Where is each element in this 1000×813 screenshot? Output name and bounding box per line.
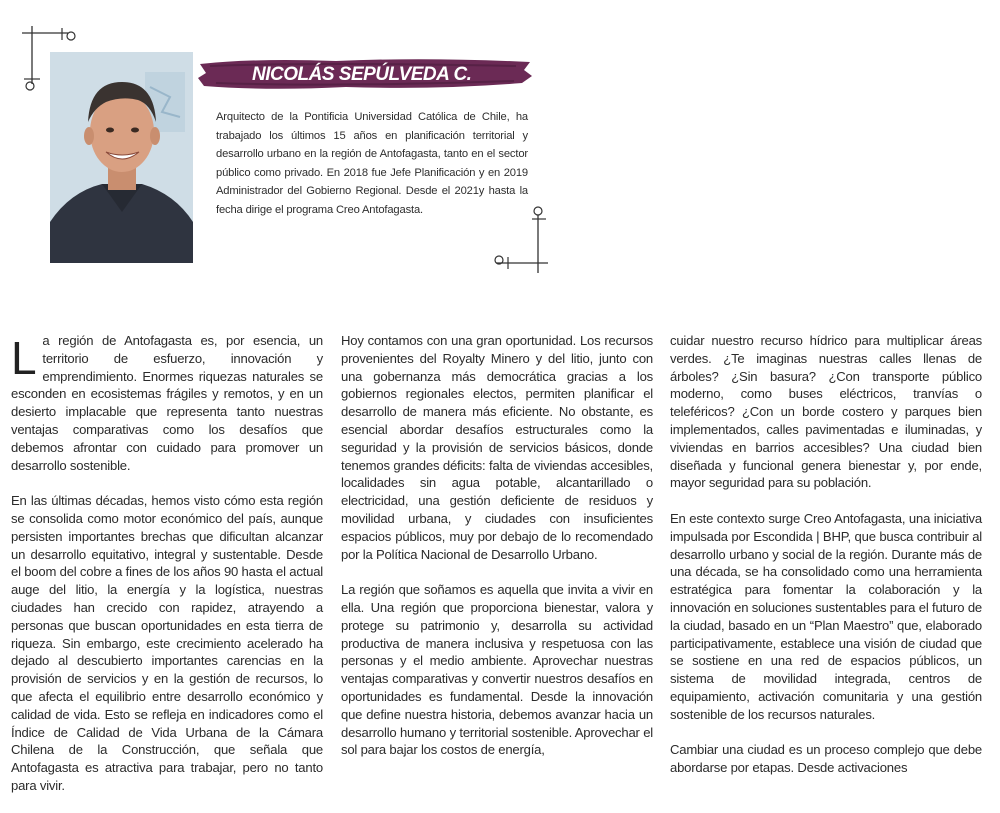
article-column-2 (341, 332, 653, 777)
paragraph: Hoy contamos con una gran oportunidad. Los recursos provenientes del Royalty Minero y del litio, junto con una gobernanza más democrática gracias a los gobiernos regionales electos, permiten planificar el desarrollo de manera más eficiente. No obstante, es esencial abordar desafíos estructurales como la seguridad y la provisión de servicios básicos, donde tenemos grandes déficits: falta de viviendas accesibles, localidades sin agua potable, alcantarillado o electricidad, una gestión deficiente de residuos y movilidad urbana, y ciudades con insuficientes espacios públicos, muy por debajo de lo recomendado por la Política Nacional de Desarrollo Urbano. (341, 333, 653, 562)
author-name: NICOLÁS SEPÚLVEDA C. (252, 64, 472, 85)
paragraph: En las últimas décadas, hemos visto cómo esta región se consolida como motor económico del país, aunque persisten importantes brechas que dificultan alcanzar un desarrollo equitativo, integral y sustentable. Desde el boom del cobre a fines de los años 90 hasta el actual auge del litio, la energía y la logística, nuestras ciudades han crecido con rapidez, atrayendo a personas que buscan oportunidades en esta tierra de riqueza. Sin embargo, este crecimiento acelerado ha dejado al descubierto importantes carencias en la provisión de servicios y en la gestión de recursos, lo que afecta el equilibrio entre desarrollo económico y calidad de vida. Esto se refleja en indicadores como el Índice de Calidad de Vida Urbana de la Cámara Chilena de la Construcción, que señala que Antofagasta es atractiva para trabajar, pero no tanto para vivir. (11, 493, 323, 793)
paragraph (11, 332, 323, 474)
paragraph: Cambiar una ciudad es un proceso complejo que debe abordarse por etapas. Desde activaciones (670, 742, 982, 776)
author-photo (50, 52, 193, 263)
paragraph: En este contexto surge Creo Antofagasta, una iniciativa impulsada por Escondida | BHP, que busca contribuir al desarrollo urbano y social de la región. Durante más de una década, se ha consolidado como una herramienta estratégica para fomentar la colaboración y la innovación en soluciones sustentables para el futuro de la ciudad, basado en un “Plan Maestro” que, elaborado participativamente, establece una visión de ciudad que se sostiene en una red de espacios públicos, un sistema de movilidad integrada, centros de equipamiento, activación comunitaria y una gestión sostenible de los recursos naturales. (670, 510, 982, 722)
article-column-3 (670, 332, 982, 795)
author-bio: Arquitecto de la Pontificia Universidad Católica de Chile, ha trabajado los últimos 15 años en planificación territorial y desarrollo urbano en la región de Antofagasta, tanto en el sector público como privado. En 2018 fue Jefe Planificación y en 2019 Administrador del Gobierno Regional. Desde el 2021y hasta la fecha dirige el programa Creo Antofagasta. (216, 111, 528, 216)
article-column-1 (11, 332, 323, 813)
paragraph-text: a región de Antofagasta es, por esencia, un territorio de esfuerzo, innovación y emprendimiento. Enormes riquezas naturales se esconden en ecosistemas frágiles y remotos, y en un desierto implacable que representa tanto nuestras ventajas comparativas como los desafíos que debemos afrontar con cuidado para promover un desarrollo sostenible. (11, 333, 323, 473)
drop-cap: L (11, 332, 37, 384)
paragraph: cuidar nuestro recurso hídrico para multiplicar áreas verdes. ¿Te imaginas nuestras calles llenas de árboles? ¿Sin basura? ¿Con transporte público moderno, como buses eléctricos, tranvías o teleféricos? ¿Con un borde costero y parques bien implementados, calles pavimentadas e iluminadas, y viviendas en barrios accesibles? Una ciudad bien diseñada y funcional genera bienestar y, por ende, mayor seguridad para su población. (670, 333, 982, 491)
paragraph: La región que soñamos es aquella que invita a vivir en ella. Una región que proporciona bienestar, valora y protege su patrimonio y, desarrolla su actividad productiva de manera inclusiva y respetuosa con las personas y el medio ambiente. Aprovechar nuestras ventajas comparativas y convertir nuestros desafíos en oportunidades es fundamental. Desde la innovación que define nuestra historia, debemos avanzar hacia un desarrollo humano y territorial sostenible. Aprovechar el sol para bajar los costos de energía, (341, 582, 653, 758)
